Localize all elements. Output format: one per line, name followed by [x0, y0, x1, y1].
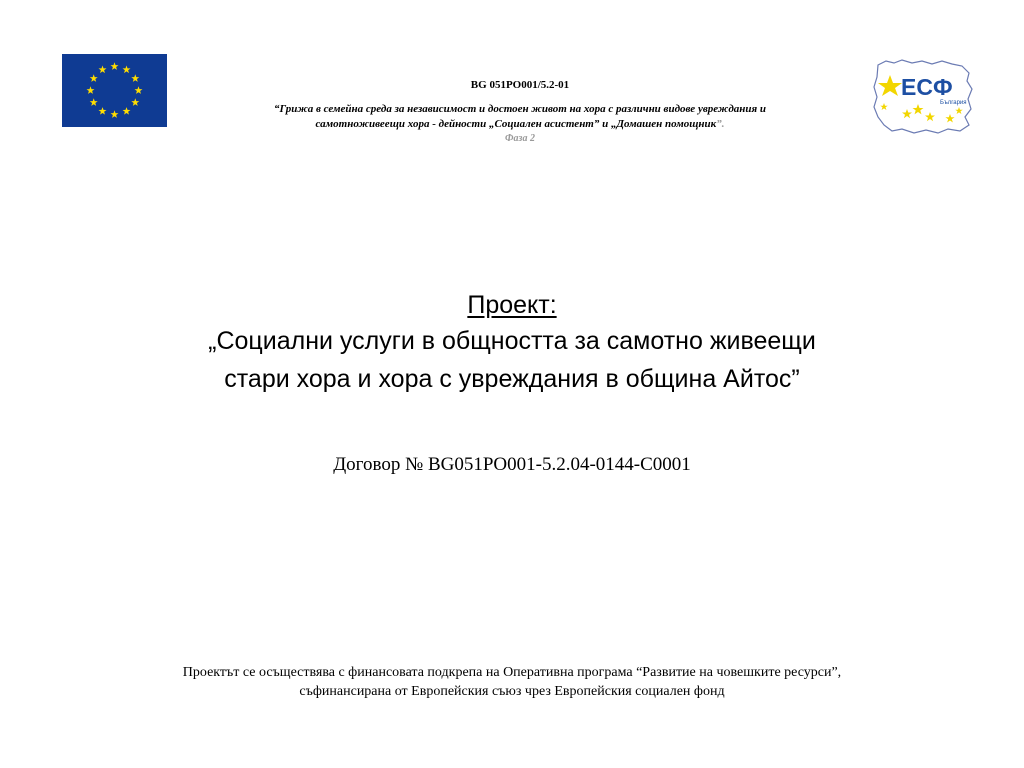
eu-flag-icon — [62, 54, 167, 127]
funding-footer-line-2: съфинансирана от Европейския съюз чрез Европейския социален фонд — [299, 684, 725, 699]
project-name-line-2-tail: ”. — [716, 118, 725, 130]
project-title-label: Проект: — [467, 291, 557, 319]
contract-number: Договор № BG051PO001-5.2.04-0144-C0001 — [333, 454, 691, 475]
phase-label: Фаза 2 — [505, 133, 535, 144]
project-header — [180, 78, 860, 145]
esf-bulgaria-logo-icon — [872, 57, 975, 135]
project-name-line-1: “Грижа в семейна среда за независимост и достоен живот на хора с различни видове увреждания и — [273, 103, 767, 115]
project-title — [90, 288, 934, 398]
funding-footer — [60, 663, 964, 701]
esf-logo-text: ЕСФ — [901, 74, 953, 100]
funding-footer-line-1: Проектът се осъществява с финансовата подкрепа на Оперативна програма “Развитие на човешките ресурси”, — [182, 665, 842, 680]
project-name-line-2-text: самотноживеещи хора - дейности „Социален асистент” и „Домашен помощник — [315, 118, 717, 130]
operation-code: BG 051PO001/5.2-01 — [470, 79, 570, 91]
project-title-line-1: „Социални услуги в общността за самотно живеещи — [208, 327, 816, 355]
esf-logo-subtext: България — [940, 100, 967, 106]
project-title-line-2: стари хора и хора с увреждания в община Айтос” — [224, 365, 800, 393]
project-name-line-2 — [180, 117, 860, 132]
project-name — [180, 102, 860, 132]
